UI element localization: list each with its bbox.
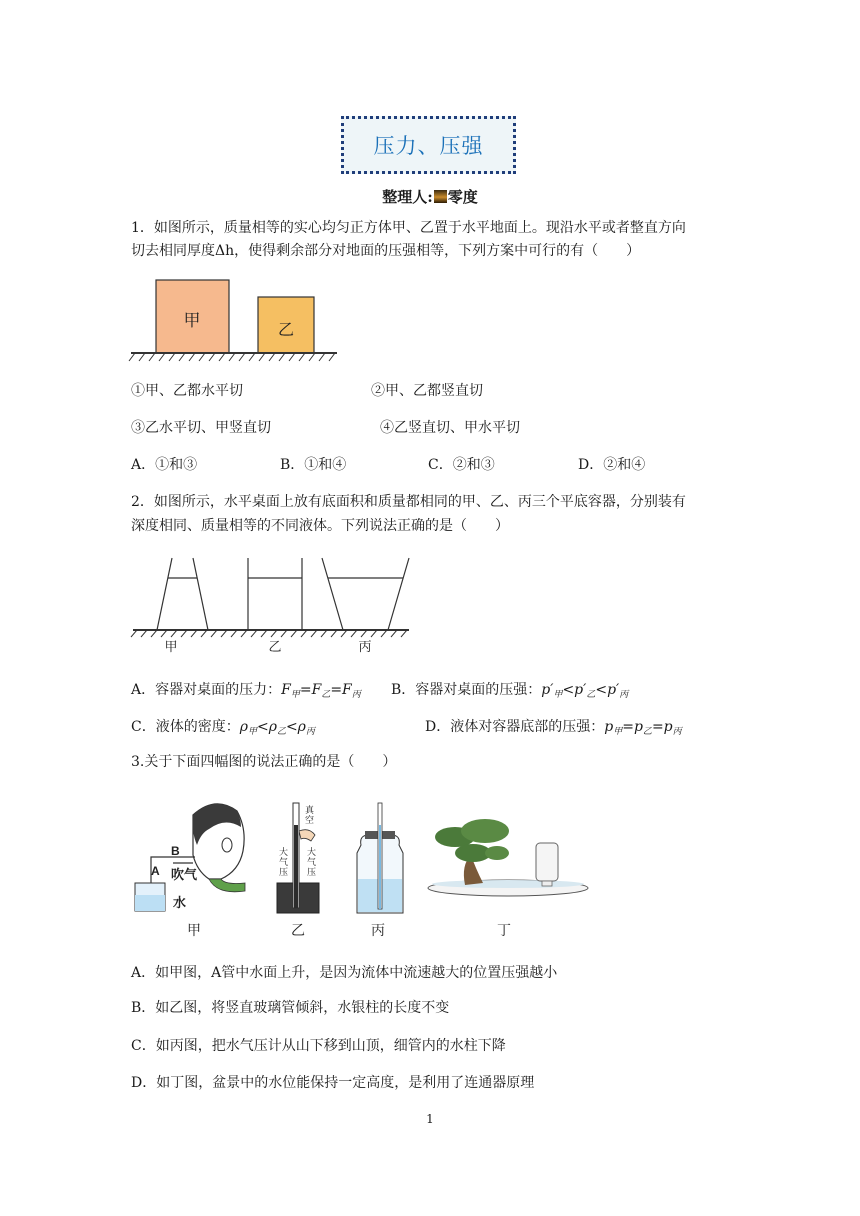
q2-c-r1: ρ [239,719,248,735]
fig-jia-label-a: A [151,864,160,878]
q2-b-lt2: <p′ [595,682,620,698]
q2-d-sub1: 甲 [613,727,623,737]
q3-line1: 3.关于下面四幅图的说法正确的是（ ） [131,754,397,770]
fig-label-jia: 甲 [187,923,201,939]
q2-b-lt1: <p′ [562,682,587,698]
q2-d-eq2: =p [651,719,673,735]
container-bing-left [322,558,343,630]
author-avatar [434,190,447,203]
page-title: 压力、压强 [373,134,484,158]
table-hatch [131,630,407,637]
q1-opt1: ①甲、乙都水平切 [131,383,243,399]
fig-yi-atm-right2: 气 [307,858,317,868]
fig-bing-bottle [357,803,403,913]
q2-a-sub2: 乙 [321,690,331,700]
q2-d-sub3: 丙 [672,727,682,737]
q2-a-f: F [281,682,291,698]
q2-opt-b [391,680,628,705]
q2-a-sub1: 甲 [290,690,300,700]
fig-yi-atm-right1: 大 [307,848,317,858]
q3-opt-d: D．如丁图，盆景中的水位能保持一定高度，是利用了连通器原理 [131,1075,535,1091]
q2-figure [125,553,425,658]
author-line [0,186,860,207]
q1-choice-a: A．①和③ [131,457,198,473]
fig-yi-atm-left3: 压 [279,868,289,878]
fig-label-ding: 丁 [497,923,511,939]
q2-opt-a-text: A．容器对桌面的压力： [131,682,282,698]
container-jia-right [193,558,208,630]
q2-c-sub2: 乙 [276,727,286,737]
fig-yi-atm-right3: 压 [307,868,317,878]
q2-opt-c [131,717,315,742]
q1-choice-d: D．②和④ [578,457,646,473]
q3-opt-b: B．如乙图，将竖直玻璃管倾斜，水银柱的长度不变 [131,1000,450,1016]
q2-opt-d [425,717,682,742]
ground-hatch [129,353,335,361]
title-box [341,116,516,174]
fig-jia-label-b: B [171,844,180,858]
fig-ding-bonsai [428,819,588,896]
q3-opt-c: C．如丙图，把水气压计从山下移到山顶，细管内的水柱下降 [131,1038,506,1054]
label-container-yi: 乙 [268,640,282,655]
container-jia-left [157,558,172,630]
q2-b-sub2: 乙 [586,690,596,700]
q1-figure [125,275,345,365]
q2-d-eq1: =p [622,719,643,735]
q1-choice-b: B．①和④ [280,457,347,473]
fig-yi-atm-left2: 气 [279,858,289,868]
fig-yi-vacuum1: 真 [305,806,315,816]
fig-label-bing: 丙 [371,923,385,939]
q2-line2: 深度相同、质量相等的不同液体。下列说法正确的是（ ） [131,518,509,534]
container-bing-right [388,558,409,630]
q2-line1: 2．如图所示，水平桌面上放有底面积和质量都相同的甲、乙、丙三个平底容器，分别装有 [131,494,686,510]
q2-b-sub1: 甲 [553,690,563,700]
q2-opt-b-text: B．容器对桌面的压强： [391,682,542,698]
q2-d-p1: p [604,719,614,735]
q2-a-sub3: 丙 [351,690,361,700]
q1-opt2: ②甲、乙都竖直切 [371,383,483,399]
q2-opt-d-text: D．液体对容器底部的压强： [425,719,605,735]
fig-yi-vacuum2: 空 [305,816,315,826]
q2-c-lt2: <ρ [285,719,306,735]
fig-jia-boy [193,804,246,892]
fig-label-yi: 乙 [291,923,305,939]
fig-jia-beaker [135,883,165,911]
q2-c-sub1: 甲 [247,727,257,737]
fig-jia-blow: 吹气 [171,868,198,883]
label-container-jia: 甲 [164,640,178,655]
q2-a-eq2: =F [330,682,352,698]
q1-opt4: ④乙竖直切、甲水平切 [380,420,520,436]
q2-b-p1: p′ [541,682,554,698]
q1-choice-c: C．②和③ [428,457,495,473]
q1-opt3: ③乙水平切、甲竖直切 [131,420,271,436]
q3-opt-a: A．如甲图，A管中水面上升，是因为流体中流速越大的位置压强越小 [131,965,558,981]
label-jia: 甲 [183,311,201,330]
q2-c-sub3: 丙 [305,727,315,737]
q2-opt-a [131,680,361,705]
fig-yi-atm-left1: 大 [279,848,289,858]
q1-line1: 1．如图所示，质量相等的实心均匀正方体甲、乙置于水平地面上。现沿水平或者整直方向 [131,220,686,236]
label-yi: 乙 [277,322,295,339]
q2-b-sub3: 丙 [619,690,629,700]
q2-c-lt1: <ρ [256,719,277,735]
author-prefix: 整理人: [382,188,433,206]
author-name: 零度 [447,188,478,206]
fig-jia-water: 水 [173,896,187,911]
q2-d-sub2: 乙 [642,727,652,737]
page-number: 1 [426,1112,434,1126]
q2-opt-c-text: C．液体的密度： [131,719,240,735]
q2-a-eq1: =F [299,682,322,698]
label-container-bing: 丙 [358,640,372,655]
q3-figure [125,795,605,945]
q1-line2: 切去相同厚度Δh，使得剩余部分对地面的压强相等，下列方案中可行的有（ ） [131,243,641,259]
